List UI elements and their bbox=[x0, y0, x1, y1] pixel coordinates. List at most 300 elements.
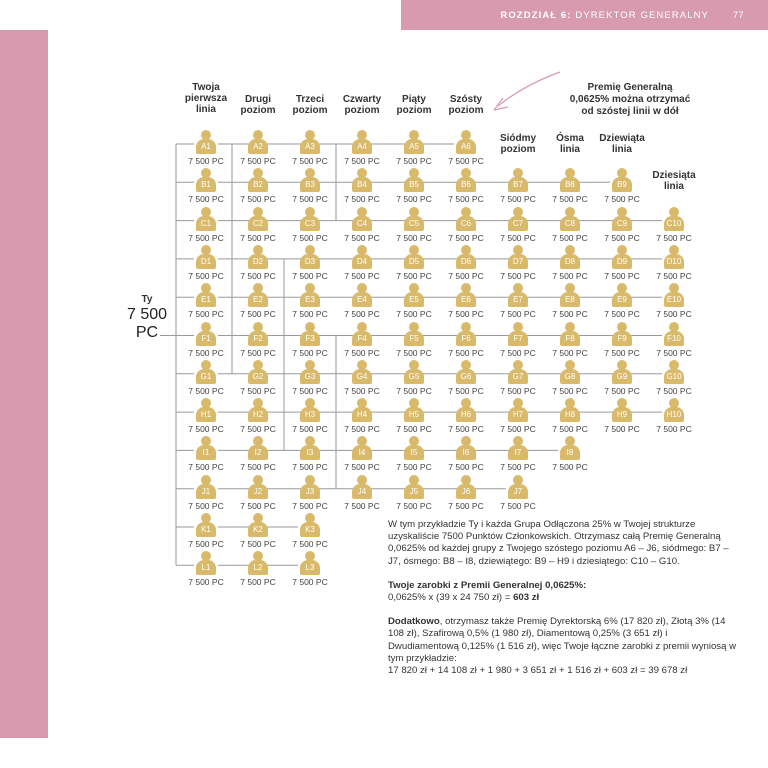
node-points: 7 500 PC bbox=[188, 309, 224, 320]
person-icon bbox=[299, 130, 321, 155]
node-code: G5 bbox=[404, 369, 424, 384]
member-node bbox=[384, 398, 444, 434]
you-label: Ty bbox=[141, 293, 153, 305]
member-node bbox=[540, 322, 600, 358]
column-header: Czwarty poziom bbox=[342, 94, 382, 116]
node-points: 7 500 PC bbox=[656, 347, 692, 358]
person-icon bbox=[247, 245, 269, 270]
node-code: B7 bbox=[508, 177, 528, 192]
node-points: 7 500 PC bbox=[448, 232, 484, 243]
member-node bbox=[540, 398, 600, 434]
node-code: J6 bbox=[456, 484, 476, 499]
callout-text: Premię Generalną 0,0625% można otrzymać od szóstej linii w dół bbox=[569, 82, 691, 117]
node-code: G7 bbox=[508, 369, 528, 384]
person-icon bbox=[559, 207, 581, 232]
node-code: D2 bbox=[248, 254, 268, 269]
person-icon bbox=[195, 283, 217, 308]
node-code: K2 bbox=[248, 522, 268, 537]
person-icon bbox=[507, 475, 529, 500]
additional-paragraph bbox=[388, 616, 738, 677]
member-node bbox=[488, 398, 548, 434]
person-icon bbox=[403, 207, 425, 232]
member-node bbox=[384, 207, 444, 243]
person-icon bbox=[455, 322, 477, 347]
person-icon bbox=[299, 551, 321, 576]
member-node bbox=[228, 245, 288, 281]
person-icon bbox=[611, 322, 633, 347]
node-points: 7 500 PC bbox=[188, 347, 224, 358]
column-header: Drugi poziom bbox=[240, 94, 276, 116]
node-code: E7 bbox=[508, 292, 528, 307]
chapter-title: DYREKTOR GENERALNY bbox=[575, 9, 709, 21]
node-code: C2 bbox=[248, 216, 268, 231]
node-code: C8 bbox=[560, 216, 580, 231]
node-code: B9 bbox=[612, 177, 632, 192]
node-points: 7 500 PC bbox=[604, 232, 640, 243]
member-node bbox=[280, 168, 340, 204]
node-code: E5 bbox=[404, 292, 424, 307]
person-icon bbox=[351, 322, 373, 347]
node-points: 7 500 PC bbox=[188, 424, 224, 435]
member-node bbox=[280, 207, 340, 243]
node-points: 7 500 PC bbox=[188, 194, 224, 205]
member-node bbox=[436, 322, 496, 358]
member-node bbox=[436, 436, 496, 472]
person-icon bbox=[247, 322, 269, 347]
member-node bbox=[488, 168, 548, 204]
node-points: 7 500 PC bbox=[240, 539, 276, 549]
person-icon bbox=[507, 283, 529, 308]
person-icon bbox=[299, 322, 321, 347]
member-node bbox=[644, 283, 704, 319]
node-points: 7 500 PC bbox=[344, 424, 380, 435]
node-code: K1 bbox=[196, 522, 216, 537]
column-header: Dziesiąta linia bbox=[652, 170, 696, 192]
node-code: F6 bbox=[456, 331, 476, 346]
person-icon bbox=[403, 475, 425, 500]
node-code: F5 bbox=[404, 331, 424, 346]
node-points: 7 500 PC bbox=[448, 462, 484, 473]
node-code: B2 bbox=[248, 177, 268, 192]
person-icon bbox=[559, 436, 581, 461]
node-points: 7 500 PC bbox=[604, 309, 640, 320]
node-points: 7 500 PC bbox=[448, 347, 484, 358]
person-icon bbox=[663, 245, 685, 270]
person-icon bbox=[351, 168, 373, 193]
node-points: 7 500 PC bbox=[396, 194, 432, 205]
node-code: E1 bbox=[196, 292, 216, 307]
node-code: F2 bbox=[248, 331, 268, 346]
person-icon bbox=[403, 360, 425, 385]
person-icon bbox=[195, 436, 217, 461]
node-points: 7 500 PC bbox=[500, 270, 536, 281]
person-icon bbox=[507, 436, 529, 461]
you-node bbox=[117, 294, 177, 342]
node-code: I5 bbox=[404, 445, 424, 460]
person-icon bbox=[455, 475, 477, 500]
person-icon bbox=[195, 475, 217, 500]
node-points: 7 500 PC bbox=[240, 347, 276, 358]
member-node bbox=[280, 322, 340, 358]
node-code: C10 bbox=[664, 216, 684, 231]
node-points: 7 500 PC bbox=[500, 500, 536, 511]
column-header: Twoja pierwsza linia bbox=[184, 82, 228, 115]
node-code: H8 bbox=[560, 407, 580, 422]
member-node bbox=[280, 436, 340, 472]
node-code: I8 bbox=[560, 445, 580, 460]
member-node bbox=[644, 398, 704, 434]
node-points: 7 500 PC bbox=[500, 232, 536, 243]
node-code: D9 bbox=[612, 254, 632, 269]
column-header: Trzeci poziom bbox=[292, 94, 328, 116]
member-node bbox=[228, 207, 288, 243]
node-code: B3 bbox=[300, 177, 320, 192]
node-code: G10 bbox=[664, 369, 684, 384]
node-code: H5 bbox=[404, 407, 424, 422]
person-icon bbox=[299, 168, 321, 193]
node-code: C7 bbox=[508, 216, 528, 231]
member-node bbox=[436, 130, 496, 166]
person-icon bbox=[611, 168, 633, 193]
node-points: 7 500 PC bbox=[396, 309, 432, 320]
member-node bbox=[280, 551, 340, 587]
node-code: I6 bbox=[456, 445, 476, 460]
earnings-title: Twoje zarobki z Premii Generalnej 0,0625%: bbox=[388, 579, 587, 591]
person-icon bbox=[611, 283, 633, 308]
node-points: 7 500 PC bbox=[552, 270, 588, 281]
member-node bbox=[384, 322, 444, 358]
node-code: C9 bbox=[612, 216, 632, 231]
member-node bbox=[540, 245, 600, 281]
node-points: 7 500 PC bbox=[292, 194, 328, 205]
node-code: A1 bbox=[196, 139, 216, 154]
node-code: B4 bbox=[352, 177, 372, 192]
member-node bbox=[228, 436, 288, 472]
member-node bbox=[488, 207, 548, 243]
node-points: 7 500 PC bbox=[292, 309, 328, 320]
node-points: 7 500 PC bbox=[344, 385, 380, 396]
node-points: 7 500 PC bbox=[604, 194, 640, 205]
person-icon bbox=[247, 168, 269, 193]
column-header: Szósty poziom bbox=[448, 94, 484, 116]
person-icon bbox=[351, 207, 373, 232]
member-node bbox=[644, 245, 704, 281]
node-code: A4 bbox=[352, 139, 372, 154]
member-node bbox=[384, 130, 444, 166]
member-node bbox=[280, 130, 340, 166]
member-node bbox=[176, 475, 236, 511]
node-points: 7 500 PC bbox=[188, 385, 224, 396]
node-code: E8 bbox=[560, 292, 580, 307]
node-code: D10 bbox=[664, 254, 684, 269]
node-points: 7 500 PC bbox=[240, 232, 276, 243]
you-points: 7 500 PC bbox=[126, 305, 168, 341]
member-node bbox=[592, 168, 652, 204]
node-points: 7 500 PC bbox=[448, 424, 484, 435]
person-icon bbox=[299, 207, 321, 232]
member-node bbox=[228, 168, 288, 204]
column-header: Piąty poziom bbox=[396, 94, 432, 116]
node-points: 7 500 PC bbox=[188, 539, 224, 549]
member-node bbox=[228, 398, 288, 434]
node-code: D1 bbox=[196, 254, 216, 269]
person-icon bbox=[247, 475, 269, 500]
node-code: A3 bbox=[300, 139, 320, 154]
member-node bbox=[436, 168, 496, 204]
member-node bbox=[540, 207, 600, 243]
member-node bbox=[176, 360, 236, 396]
node-code: I4 bbox=[352, 445, 372, 460]
node-code: C5 bbox=[404, 216, 424, 231]
node-points: 7 500 PC bbox=[448, 309, 484, 320]
member-node bbox=[176, 551, 236, 587]
node-points: 7 500 PC bbox=[500, 309, 536, 320]
node-code: H2 bbox=[248, 407, 268, 422]
member-node bbox=[384, 436, 444, 472]
member-node bbox=[384, 245, 444, 281]
person-icon bbox=[611, 245, 633, 270]
node-points: 7 500 PC bbox=[604, 347, 640, 358]
node-code: E9 bbox=[612, 292, 632, 307]
node-points: 7 500 PC bbox=[292, 462, 328, 473]
node-code: H10 bbox=[664, 407, 684, 422]
node-code: J4 bbox=[352, 484, 372, 499]
person-icon bbox=[663, 398, 685, 423]
member-node bbox=[332, 322, 392, 358]
node-code: I2 bbox=[248, 445, 268, 460]
person-icon bbox=[403, 322, 425, 347]
example-paragraph: W tym przykładzie Ty i każda Grupa Odłączona 25% w Twojej strukturze uzyskaliście 7500 Punktów Członkowskich. Otrzymasz całą Premię Generalną 0,0625% od każdej grupy z Twojego szóstego poziomu A6 – J6, siódmego: B7 – J7, ósmego: B8 – I8, dziewiątego: B9 – H9 i dziesiątego: C10 – G10. bbox=[388, 519, 729, 567]
member-node bbox=[540, 168, 600, 204]
additional-body: , otrzymasz także Premię Dyrektorską 6% (17 820 zł), Złotą 3% (14 108 zł), Szafirową 0,5% (1 980 zł), Diamentową 0,25% (3 651 zł) i Dwudiamentową 0,125% (1 516 zł), więc Twoje łączne zarobki z premii wyniosą w tym przykładzie: bbox=[388, 616, 737, 664]
node-points: 7 500 PC bbox=[552, 385, 588, 396]
member-node bbox=[592, 283, 652, 319]
member-node bbox=[488, 283, 548, 319]
person-icon bbox=[299, 245, 321, 270]
member-node bbox=[592, 245, 652, 281]
node-code: J1 bbox=[196, 484, 216, 499]
node-points: 7 500 PC bbox=[448, 270, 484, 281]
node-code: J3 bbox=[300, 484, 320, 499]
column-header: Dziewiąta linia bbox=[599, 133, 645, 155]
person-icon bbox=[455, 360, 477, 385]
page-number: 77 bbox=[732, 10, 744, 20]
person-icon bbox=[507, 168, 529, 193]
member-node bbox=[332, 168, 392, 204]
person-icon bbox=[403, 283, 425, 308]
node-points: 7 500 PC bbox=[396, 347, 432, 358]
member-node bbox=[228, 475, 288, 511]
node-points: 7 500 PC bbox=[292, 156, 328, 166]
member-node bbox=[332, 398, 392, 434]
node-points: 7 500 PC bbox=[552, 232, 588, 243]
column-header: Siódmy poziom bbox=[499, 133, 537, 155]
member-node bbox=[280, 360, 340, 396]
person-icon bbox=[195, 130, 217, 155]
node-code: H7 bbox=[508, 407, 528, 422]
node-points: 7 500 PC bbox=[656, 270, 692, 281]
additional-lead: Dodatkowo bbox=[388, 616, 440, 628]
node-code: L2 bbox=[248, 560, 268, 575]
node-points: 7 500 PC bbox=[604, 385, 640, 396]
member-node bbox=[280, 513, 340, 549]
node-points: 7 500 PC bbox=[240, 309, 276, 320]
member-node bbox=[592, 322, 652, 358]
earnings-formula: 0,0625% x (39 x 24 750 zł) = bbox=[388, 592, 514, 604]
member-node bbox=[540, 283, 600, 319]
member-node bbox=[228, 360, 288, 396]
node-points: 7 500 PC bbox=[396, 424, 432, 435]
node-points: 7 500 PC bbox=[292, 424, 328, 435]
node-points: 7 500 PC bbox=[500, 194, 536, 205]
person-icon bbox=[247, 130, 269, 155]
member-node bbox=[592, 360, 652, 396]
person-icon bbox=[611, 398, 633, 423]
member-node bbox=[228, 283, 288, 319]
person-icon bbox=[559, 245, 581, 270]
person-icon bbox=[507, 398, 529, 423]
node-points: 7 500 PC bbox=[552, 194, 588, 205]
member-node bbox=[592, 398, 652, 434]
node-points: 7 500 PC bbox=[552, 424, 588, 435]
node-code: D7 bbox=[508, 254, 528, 269]
node-code: J2 bbox=[248, 484, 268, 499]
node-points: 7 500 PC bbox=[188, 156, 224, 166]
node-points: 7 500 PC bbox=[240, 500, 276, 511]
person-icon bbox=[247, 398, 269, 423]
person-icon bbox=[403, 245, 425, 270]
member-node bbox=[228, 322, 288, 358]
member-node bbox=[436, 245, 496, 281]
node-points: 7 500 PC bbox=[396, 462, 432, 473]
node-points: 7 500 PC bbox=[344, 232, 380, 243]
node-code: H6 bbox=[456, 407, 476, 422]
person-icon bbox=[507, 245, 529, 270]
node-code: A6 bbox=[456, 139, 476, 154]
node-points: 7 500 PC bbox=[448, 194, 484, 205]
node-code: H1 bbox=[196, 407, 216, 422]
person-icon bbox=[455, 130, 477, 155]
member-node bbox=[332, 436, 392, 472]
node-points: 7 500 PC bbox=[292, 500, 328, 511]
member-node bbox=[436, 360, 496, 396]
member-node bbox=[176, 398, 236, 434]
person-icon bbox=[247, 207, 269, 232]
node-code: I3 bbox=[300, 445, 320, 460]
node-points: 7 500 PC bbox=[604, 270, 640, 281]
node-points: 7 500 PC bbox=[448, 156, 484, 166]
node-points: 7 500 PC bbox=[344, 500, 380, 511]
explanation-text bbox=[388, 519, 738, 689]
node-points: 7 500 PC bbox=[396, 232, 432, 243]
node-code: D8 bbox=[560, 254, 580, 269]
node-code: I7 bbox=[508, 445, 528, 460]
person-icon bbox=[351, 130, 373, 155]
node-code: E4 bbox=[352, 292, 372, 307]
person-icon bbox=[247, 513, 269, 538]
member-node bbox=[176, 436, 236, 472]
node-points: 7 500 PC bbox=[500, 424, 536, 435]
person-icon bbox=[299, 475, 321, 500]
member-node bbox=[436, 283, 496, 319]
node-code: H9 bbox=[612, 407, 632, 422]
node-code: A2 bbox=[248, 139, 268, 154]
person-icon bbox=[403, 398, 425, 423]
node-points: 7 500 PC bbox=[240, 424, 276, 435]
member-node bbox=[384, 360, 444, 396]
node-code: F1 bbox=[196, 331, 216, 346]
node-points: 7 500 PC bbox=[500, 347, 536, 358]
person-icon bbox=[559, 360, 581, 385]
person-icon bbox=[247, 283, 269, 308]
node-code: F3 bbox=[300, 331, 320, 346]
column-header: Ósma linia bbox=[556, 133, 584, 155]
node-code: J7 bbox=[508, 484, 528, 499]
node-code: C6 bbox=[456, 216, 476, 231]
person-icon bbox=[299, 283, 321, 308]
node-points: 7 500 PC bbox=[240, 270, 276, 281]
member-node bbox=[436, 207, 496, 243]
member-node bbox=[488, 360, 548, 396]
node-points: 7 500 PC bbox=[396, 500, 432, 511]
person-icon bbox=[663, 322, 685, 347]
member-node bbox=[644, 360, 704, 396]
person-icon bbox=[403, 436, 425, 461]
member-node bbox=[384, 475, 444, 511]
node-points: 7 500 PC bbox=[292, 385, 328, 396]
member-node bbox=[228, 551, 288, 587]
node-code: G2 bbox=[248, 369, 268, 384]
node-code: B1 bbox=[196, 177, 216, 192]
node-points: 7 500 PC bbox=[344, 309, 380, 320]
member-node bbox=[540, 436, 600, 472]
member-node bbox=[384, 168, 444, 204]
additional-sum: 17 820 zł + 14 108 zł + 1 980 + 3 651 zł + 1 516 zł + 603 zł = 39 678 zł bbox=[388, 665, 688, 677]
node-points: 7 500 PC bbox=[552, 309, 588, 320]
person-icon bbox=[299, 436, 321, 461]
person-icon bbox=[507, 322, 529, 347]
person-icon bbox=[247, 436, 269, 461]
node-code: I1 bbox=[196, 445, 216, 460]
member-node bbox=[176, 513, 236, 549]
member-node bbox=[176, 283, 236, 319]
person-icon bbox=[455, 168, 477, 193]
member-node bbox=[280, 283, 340, 319]
earnings-paragraph bbox=[388, 580, 738, 604]
member-node bbox=[176, 207, 236, 243]
node-points: 7 500 PC bbox=[188, 270, 224, 281]
person-icon bbox=[351, 436, 373, 461]
person-icon bbox=[507, 360, 529, 385]
person-icon bbox=[559, 398, 581, 423]
node-points: 7 500 PC bbox=[292, 270, 328, 281]
node-code: G3 bbox=[300, 369, 320, 384]
node-points: 7 500 PC bbox=[240, 577, 276, 588]
node-points: 7 500 PC bbox=[188, 462, 224, 473]
person-icon bbox=[455, 207, 477, 232]
node-points: 7 500 PC bbox=[292, 232, 328, 243]
node-code: J5 bbox=[404, 484, 424, 499]
node-code: E10 bbox=[664, 292, 684, 307]
person-icon bbox=[351, 398, 373, 423]
member-node bbox=[332, 283, 392, 319]
member-node bbox=[592, 207, 652, 243]
node-code: H3 bbox=[300, 407, 320, 422]
node-points: 7 500 PC bbox=[552, 347, 588, 358]
node-points: 7 500 PC bbox=[188, 500, 224, 511]
node-points: 7 500 PC bbox=[240, 462, 276, 473]
node-points: 7 500 PC bbox=[500, 385, 536, 396]
